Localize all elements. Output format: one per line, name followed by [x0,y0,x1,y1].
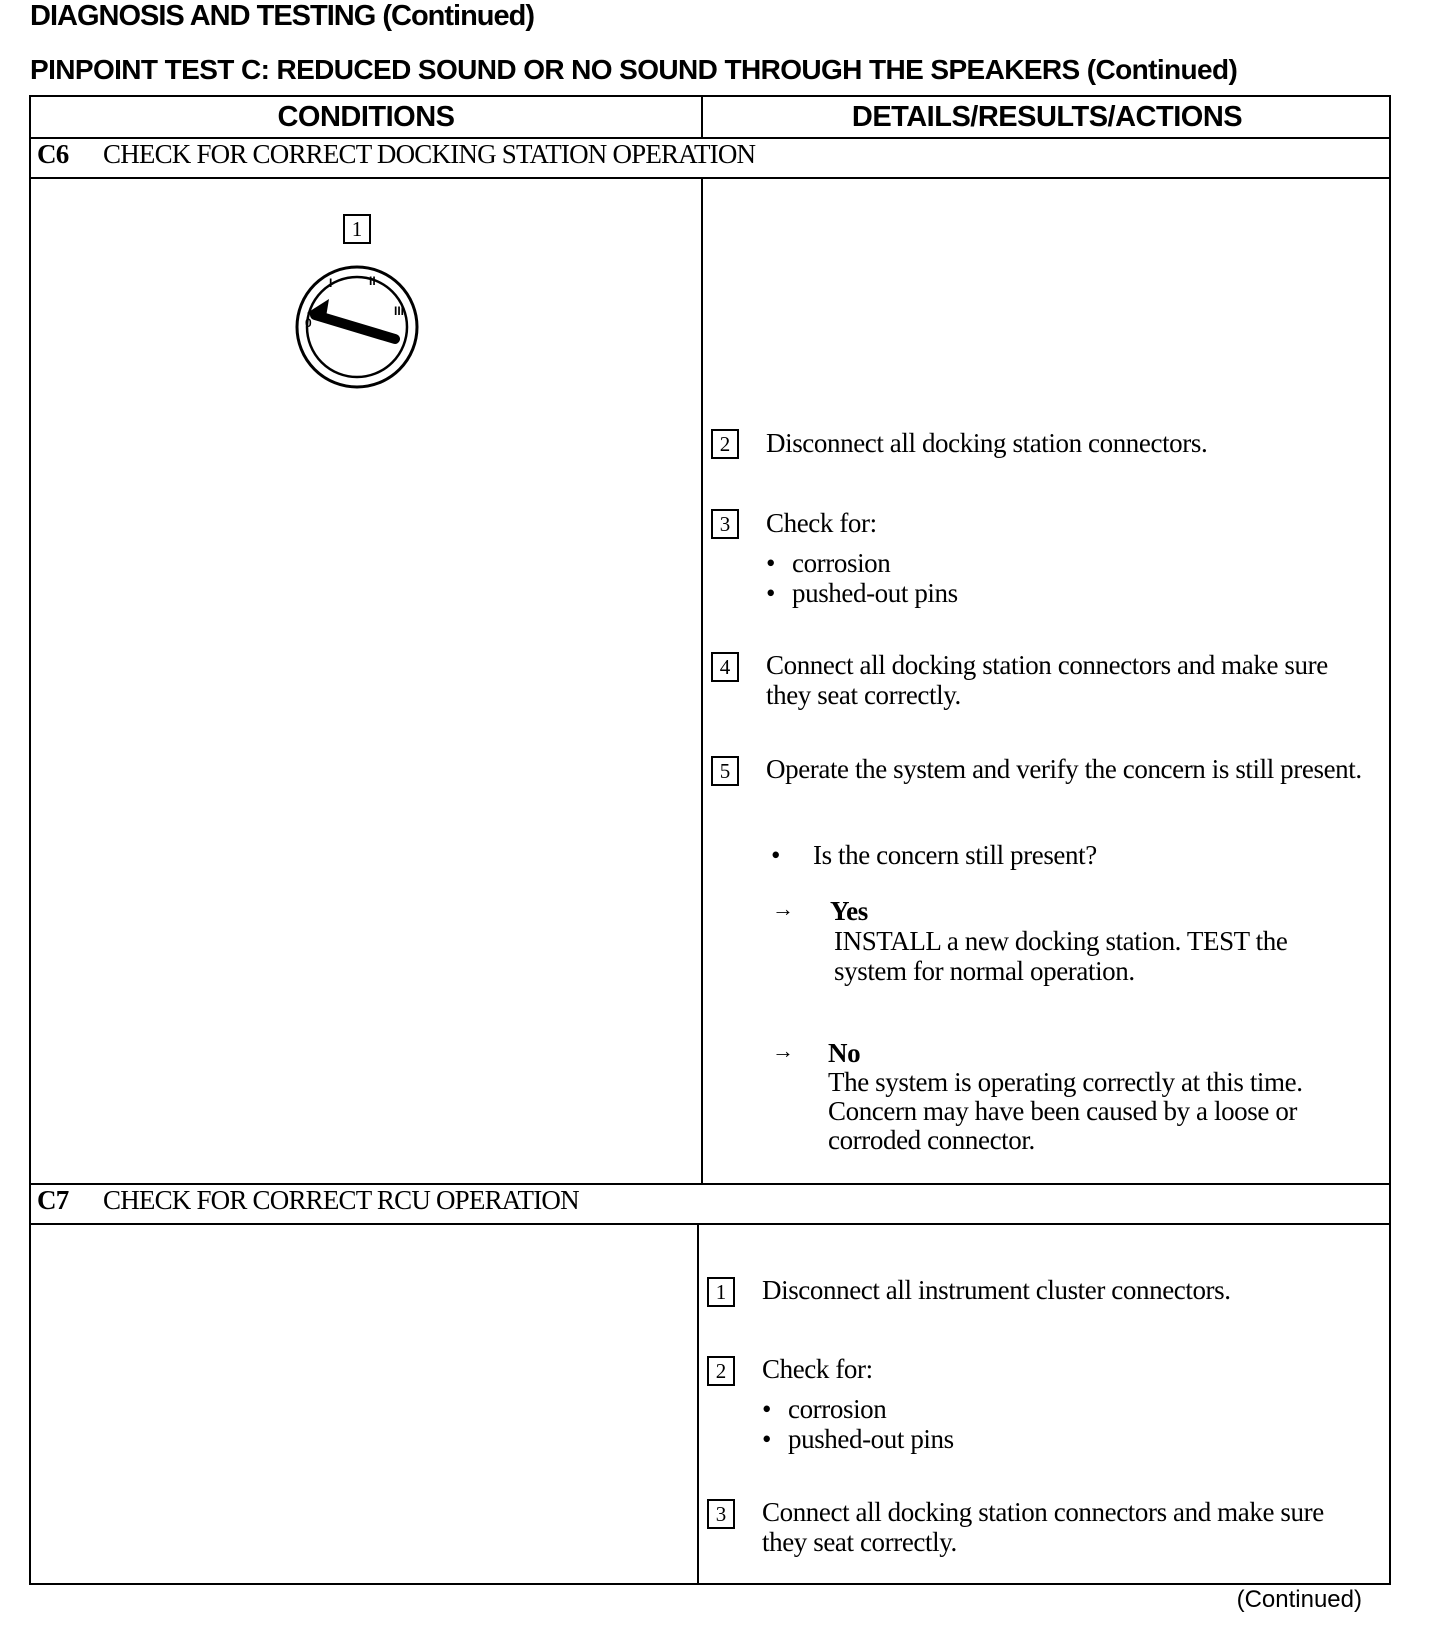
details-column-header: DETAILS/RESULTS/ACTIONS [851,101,1243,133]
column-divider [697,1223,699,1583]
row-divider [31,177,1389,179]
step-number: 2 [711,429,739,459]
step-number: 5 [711,756,739,786]
result-arrow-icon: → [772,896,794,921]
checklist-item: • corrosion [762,1394,887,1424]
result-yes-text: INSTALL a new docking station. TEST the system for normal operation. [834,926,1288,986]
pinpoint-test-table [29,95,1391,1585]
result-no-text: The system is operating correctly at this time. Concern may have been caused by a loose or corroded connector. [828,1067,1303,1155]
c6-step-title: CHECK FOR CORRECT DOCKING STATION OPERATION [103,139,756,169]
checklist-item: • pushed-out pins [762,1424,954,1454]
row-divider [31,1223,1389,1225]
illustration-step-number: 1 [343,214,371,244]
column-divider [701,177,703,1183]
question-item: • Is the concern still present? [771,840,1097,870]
c6-step-code: C6 [37,139,69,169]
ignition-position-label: III [394,304,405,318]
ignition-position-label: I [329,276,333,290]
step-number: 2 [707,1356,735,1386]
step-text: Check for: [766,508,877,538]
pinpoint-test-heading: PINPOINT TEST C: REDUCED SOUND OR NO SOUND THROUGH THE SPEAKERS (Continued) [30,54,1238,85]
step-number: 4 [711,652,739,682]
step-number: 1 [707,1277,735,1307]
checklist-item: • corrosion [766,548,891,578]
step-text: Connect all docking station connectors and make sure they seat correctly. [762,1497,1324,1557]
ignition-position-label: II [369,274,376,288]
continued-note: (Continued) [1236,1586,1362,1613]
result-no-label: No [828,1038,861,1068]
step-text: Disconnect all docking station connectors. [766,428,1208,458]
checklist-item: • pushed-out pins [766,578,958,608]
step-number: 3 [711,509,739,539]
step-text: Check for: [762,1354,873,1384]
step-text: Disconnect all instrument cluster connectors. [762,1275,1231,1305]
ignition-position-label: 0 [305,316,312,330]
step-text: Operate the system and verify the concern is still present. [766,754,1362,784]
ignition-switch-icon [293,263,421,391]
c7-step-code: C7 [37,1185,69,1215]
c7-step-title: CHECK FOR CORRECT RCU OPERATION [103,1185,579,1215]
document-heading: DIAGNOSIS AND TESTING (Continued) [30,0,535,32]
result-yes-label: Yes [830,896,868,926]
c6-section-title [37,139,755,170]
result-arrow-icon: → [772,1038,794,1063]
step-text: Connect all docking station connectors and make sure they seat correctly. [766,650,1328,710]
step-number: 3 [707,1499,735,1529]
c7-section-title [37,1185,579,1216]
conditions-column-header: CONDITIONS [277,101,455,133]
